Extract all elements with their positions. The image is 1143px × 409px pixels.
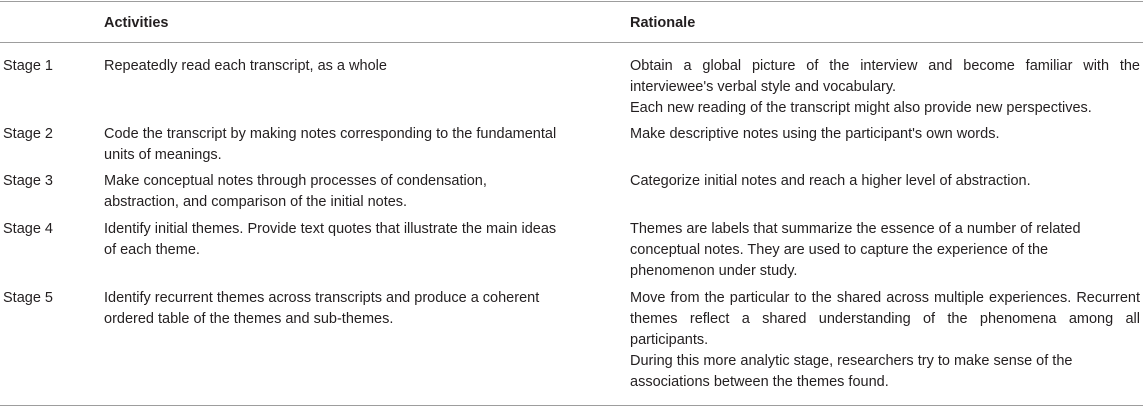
table-top-rule xyxy=(0,1,1143,2)
rationale-cell xyxy=(630,288,1140,393)
rationale-cell xyxy=(630,171,1140,192)
rationale-line: themes reflect a shared understanding of the phenomena among all xyxy=(630,311,1140,327)
rationale-cell xyxy=(630,219,1140,282)
rationale-line: associations between the themes found. xyxy=(630,374,889,390)
activities-cell xyxy=(104,219,600,261)
activities-line: Repeatedly read each transcript, as a whole xyxy=(104,58,387,74)
rationale-line: Move from the particular to the shared across multiple experiences. Recurrent xyxy=(630,290,1140,306)
stage-label: Stage 2 xyxy=(3,126,53,142)
activities-line: Identify recurrent themes across transcripts and produce a coherent xyxy=(104,290,540,306)
rationale-line: phenomenon under study. xyxy=(630,263,798,279)
rationale-line: During this more analytic stage, researchers try to make sense of the xyxy=(630,353,1073,369)
rationale-line: conceptual notes. They are used to capture the experience of the xyxy=(630,242,1049,258)
rationale-cell xyxy=(630,124,1140,145)
activities-line: abstraction, and comparison of the initial notes. xyxy=(104,194,408,210)
activities-cell xyxy=(104,56,600,77)
activities-line: Code the transcript by making notes corresponding to the fundamental xyxy=(104,126,557,142)
rationale-line: Make descriptive notes using the participant's own words. xyxy=(630,126,1000,142)
stage-label: Stage 3 xyxy=(3,173,53,189)
rationale-line: Each new reading of the transcript might also provide new perspectives. xyxy=(630,100,1092,116)
header-rationale: Rationale xyxy=(630,15,696,31)
stage-label: Stage 4 xyxy=(3,221,53,237)
rationale-cell xyxy=(630,56,1140,119)
activities-line: Make conceptual notes through processes of condensation, xyxy=(104,173,487,189)
rationale-line: interviewee's verbal style and vocabulary. xyxy=(630,79,897,95)
activities-cell xyxy=(104,124,600,166)
rationale-line: Themes are labels that summarize the essence of a number of related xyxy=(630,221,1081,237)
header-activities: Activities xyxy=(104,15,169,31)
rationale-line: participants. xyxy=(630,332,709,348)
header-rule xyxy=(0,42,1143,43)
activities-cell xyxy=(104,171,600,213)
rationale-line: Obtain a global picture of the interview and become familiar with the xyxy=(630,58,1140,74)
stage-label: Stage 1 xyxy=(3,58,53,74)
activities-line: Identify initial themes. Provide text quotes that illustrate the main ideas xyxy=(104,221,557,237)
activities-line: of each theme. xyxy=(104,242,200,258)
activities-cell xyxy=(104,288,600,330)
activities-line: units of meanings. xyxy=(104,147,222,163)
activities-line: ordered table of the themes and sub-themes. xyxy=(104,311,394,327)
stage-label: Stage 5 xyxy=(3,290,53,306)
table-bottom-rule xyxy=(0,405,1143,406)
rationale-line: Categorize initial notes and reach a higher level of abstraction. xyxy=(630,173,1031,189)
